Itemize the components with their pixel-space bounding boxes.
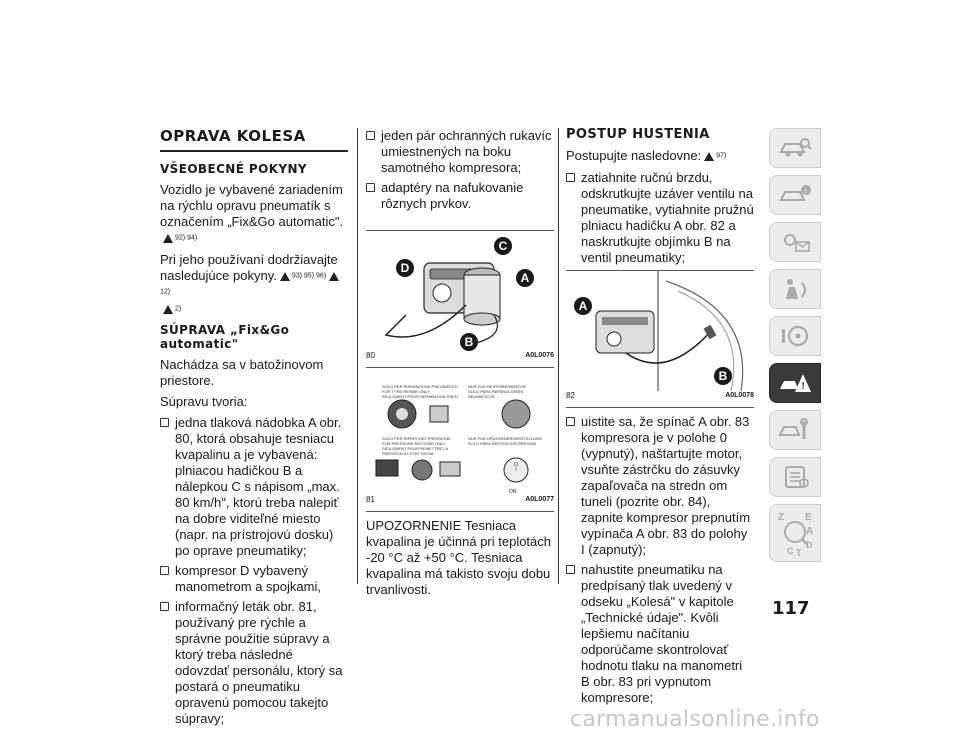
list-item-text: informačný leták obr. 81, používaný pre rýchle a správne použitie súpravy a ktorý treba následné odovzdať personálu, ktorý sa postará o pneumatiku opravenú pomocou takejto súpravy; xyxy=(175,599,343,727)
tab-index[interactable] xyxy=(769,504,821,562)
figure-number: 82 xyxy=(566,390,575,400)
callout-c: C xyxy=(494,237,512,255)
figure-number: 81 xyxy=(366,495,375,504)
list-item xyxy=(160,599,348,727)
index-letter: A xyxy=(806,526,814,537)
callout-b: B xyxy=(714,367,732,385)
column-divider xyxy=(558,128,559,584)
alphabet-index-icon xyxy=(775,508,815,558)
list-item-text: jeden pár ochranných rukavíc umiestnených na boku samotného kompresora; xyxy=(381,128,552,175)
svg-text:i: i xyxy=(804,187,807,195)
checkbox-bullet-icon xyxy=(566,565,575,574)
index-letter: T xyxy=(796,548,802,558)
checkbox-bullet-icon xyxy=(366,183,375,192)
steering-wheel-key-icon xyxy=(778,324,812,348)
tab-driving[interactable] xyxy=(769,316,821,356)
sticker-text-bottom-left xyxy=(382,436,464,456)
list-item xyxy=(566,170,754,266)
sticker-text-bottom-right xyxy=(468,436,550,446)
callout-b: B xyxy=(460,333,478,351)
list-item xyxy=(566,414,754,558)
warning-icon xyxy=(704,152,714,161)
switch-labels xyxy=(512,463,520,473)
sticker-line: PRESSION A L'ETAT INITIAL xyxy=(382,451,435,456)
procedure-list xyxy=(566,170,754,266)
list-item xyxy=(366,180,554,212)
tab-car-overview[interactable] xyxy=(769,128,821,168)
caution-icon xyxy=(329,272,339,281)
index-letter: C xyxy=(787,546,794,556)
index-letter: Z xyxy=(778,512,785,523)
list-item-text: uistite sa, že spínač A obr. 83 kompresora je v polohe 0 (vypnutý), naštartujte motor, vsuňte zástrčku do zásuvky zapaľovača na stredn om tuneli (pozrite obr. 84), zapnite kompresor prepnutím vypínača A obr. 83 do polohy I (zapnutý); xyxy=(581,413,751,557)
svg-text:!: ! xyxy=(801,381,805,392)
tab-warning-lights[interactable] xyxy=(769,222,821,262)
subsection-title-general: VŠEOBECNÉ POKYNY xyxy=(160,162,308,176)
tab-maintenance[interactable] xyxy=(769,410,821,450)
list-item xyxy=(366,128,554,176)
sticker-line: FOR PRESSURE RESTORE ONLY xyxy=(382,441,446,446)
warning-refs: 93) 95) 96) xyxy=(291,272,327,280)
kit-list xyxy=(160,415,348,727)
figure-code: A0L0078 xyxy=(725,391,754,399)
checkbox-bullet-icon xyxy=(160,566,169,575)
tab-car-info[interactable] xyxy=(769,175,821,215)
warning-icon xyxy=(163,234,173,243)
switch-on-text: ON xyxy=(509,489,517,495)
car-wrench-icon xyxy=(778,418,812,442)
kit-list-continued xyxy=(366,128,554,212)
list-item-text: kompresor D vybavený manometrom a spojkami, xyxy=(175,563,321,595)
sticker-line: NUR FUR DRUCKEDERHERSTELLUNG xyxy=(468,436,543,441)
sticker-line: NUR FUR REIFENREPARATUR xyxy=(468,384,526,389)
list-item-text: nahustite pneumatiku na predpísaný tlak uvedený v odseku „Kolesá" v kapitole „Technické údaje". Kvôli lepšiemu načítaniu odporúčame skontrolovať hodnotu tlaku na manometri B obr. 83 pri vypnutom kompresore; xyxy=(581,561,743,705)
list-item-text: zatiahnite ručnú brzdu, odskrutkujte uzáver ventilu na pneumatike, vytiahnite pružnú plniacu hadičku A obr. 82 a naskrutkujte objímku B na ventil pneumatiky; xyxy=(581,169,754,265)
instruction-leaflet-illustration xyxy=(366,374,554,494)
figure-81 xyxy=(366,374,554,512)
callout-a: A xyxy=(516,269,534,287)
paragraph: Nachádza sa v batožinovom priestore. xyxy=(160,357,324,389)
sticker-line: SOLO PARA REPARACIONES NEUMATICOS xyxy=(468,389,524,399)
paragraph: Súpravu tvoria: xyxy=(160,394,248,410)
figure-code: A0L0077 xyxy=(525,496,554,503)
car-info-icon xyxy=(778,183,812,207)
list-item xyxy=(160,415,348,559)
note-paragraph: UPOZORNENIE Tesniaca kvapalina je účinná pri teplotách -20 °C až +50 °C. Tesniaca kvapalina má takisto svoju dobu trvanlivosti. xyxy=(366,518,552,597)
index-letter: D xyxy=(806,540,813,550)
caution-refs: 12) xyxy=(160,288,171,296)
figure-number: 80 xyxy=(366,351,375,360)
person-airbag-icon xyxy=(778,277,812,301)
chapter-tabs xyxy=(769,128,821,569)
specification-list-icon xyxy=(778,465,812,489)
column-divider xyxy=(357,128,358,584)
procedure-list-continued xyxy=(566,414,754,706)
list-item-text: jedna tlaková nádobka A obr. 80, ktorá obsahuje tesniacu kvapalinu a je vybavená: plniacou hadičkou B a nálepkou C s nápisom „max. 80 km/h", ktorú treba nalepiť na dobre viditeľné miesto (napr. na prístrojovú dosku) po oprave pneumatiky; xyxy=(175,415,342,559)
callout-a: A xyxy=(574,297,592,315)
warning-refs: 97) xyxy=(716,152,727,160)
warning-icon xyxy=(280,272,290,281)
column-3 xyxy=(566,128,754,710)
page-number: 117 xyxy=(772,598,810,619)
sticker-line: SEULEMENT POUR REPARATION PNEU xyxy=(382,394,458,399)
column-1 xyxy=(160,128,348,731)
sticker-line: FOR TYRE REPAIR ONLY xyxy=(382,389,430,394)
column-2 xyxy=(366,128,554,603)
warning-light-mail-icon xyxy=(778,230,812,254)
environment-refs: 2) xyxy=(175,305,182,313)
paragraph xyxy=(160,252,348,318)
sticker-line: SOLO PER RIPRISTINO PRESSIONE xyxy=(382,436,451,441)
watermark: carmanualsonline.info xyxy=(570,707,820,732)
list-item xyxy=(160,563,348,595)
paragraph-text: Pri jeho používaní dodržiavajte nasledujúce pokyny. xyxy=(160,251,338,283)
subsection-title-kit: SÚPRAVA „Fix&Go automatic" xyxy=(160,323,290,352)
figure-code: A0L0076 xyxy=(525,352,554,359)
paragraph xyxy=(160,182,348,247)
callout-d: D xyxy=(396,259,414,277)
sticker-line: SOLO PARA REPOSICION PRESION xyxy=(468,441,536,446)
checkbox-bullet-icon xyxy=(566,173,575,182)
section-title-inflation: POSTUP HUSTENIA xyxy=(566,127,710,142)
car-warning-triangle-icon xyxy=(778,371,812,395)
warning-refs: 92) 94) xyxy=(175,234,198,242)
tab-emergency[interactable] xyxy=(769,363,821,403)
environment-icon xyxy=(163,305,173,314)
tab-technical-data[interactable] xyxy=(769,457,821,497)
figure-80 xyxy=(366,230,554,368)
checkbox-bullet-icon xyxy=(366,131,375,140)
figure-82 xyxy=(566,270,754,408)
sticker-line: SOLO PER RIPARAZIONE PNEUMATICO xyxy=(382,384,458,389)
switch-off-label: O xyxy=(514,462,518,468)
intro-paragraph xyxy=(566,148,754,165)
list-item xyxy=(566,562,754,706)
switch-on-label: I xyxy=(515,467,517,473)
sticker-line: SEULEMENT POUR REMETTRE LA xyxy=(382,446,449,451)
index-letter: E xyxy=(805,512,812,523)
intro-text: Postupujte nasledovne: xyxy=(566,148,702,163)
checkbox-bullet-icon xyxy=(160,418,169,427)
checkbox-bullet-icon xyxy=(566,417,575,426)
checkbox-bullet-icon xyxy=(160,602,169,611)
tab-safety[interactable] xyxy=(769,269,821,309)
section-title: OPRAVA KOLESA xyxy=(160,128,348,152)
paragraph-text: Vozidlo je vybavené zariadením na rýchlu opravu pneumatík s označením „Fix&Go automatic". xyxy=(160,182,344,229)
car-search-icon xyxy=(778,136,812,160)
list-item-text: adaptéry na nafukovanie rôznych prvkov. xyxy=(381,180,524,211)
